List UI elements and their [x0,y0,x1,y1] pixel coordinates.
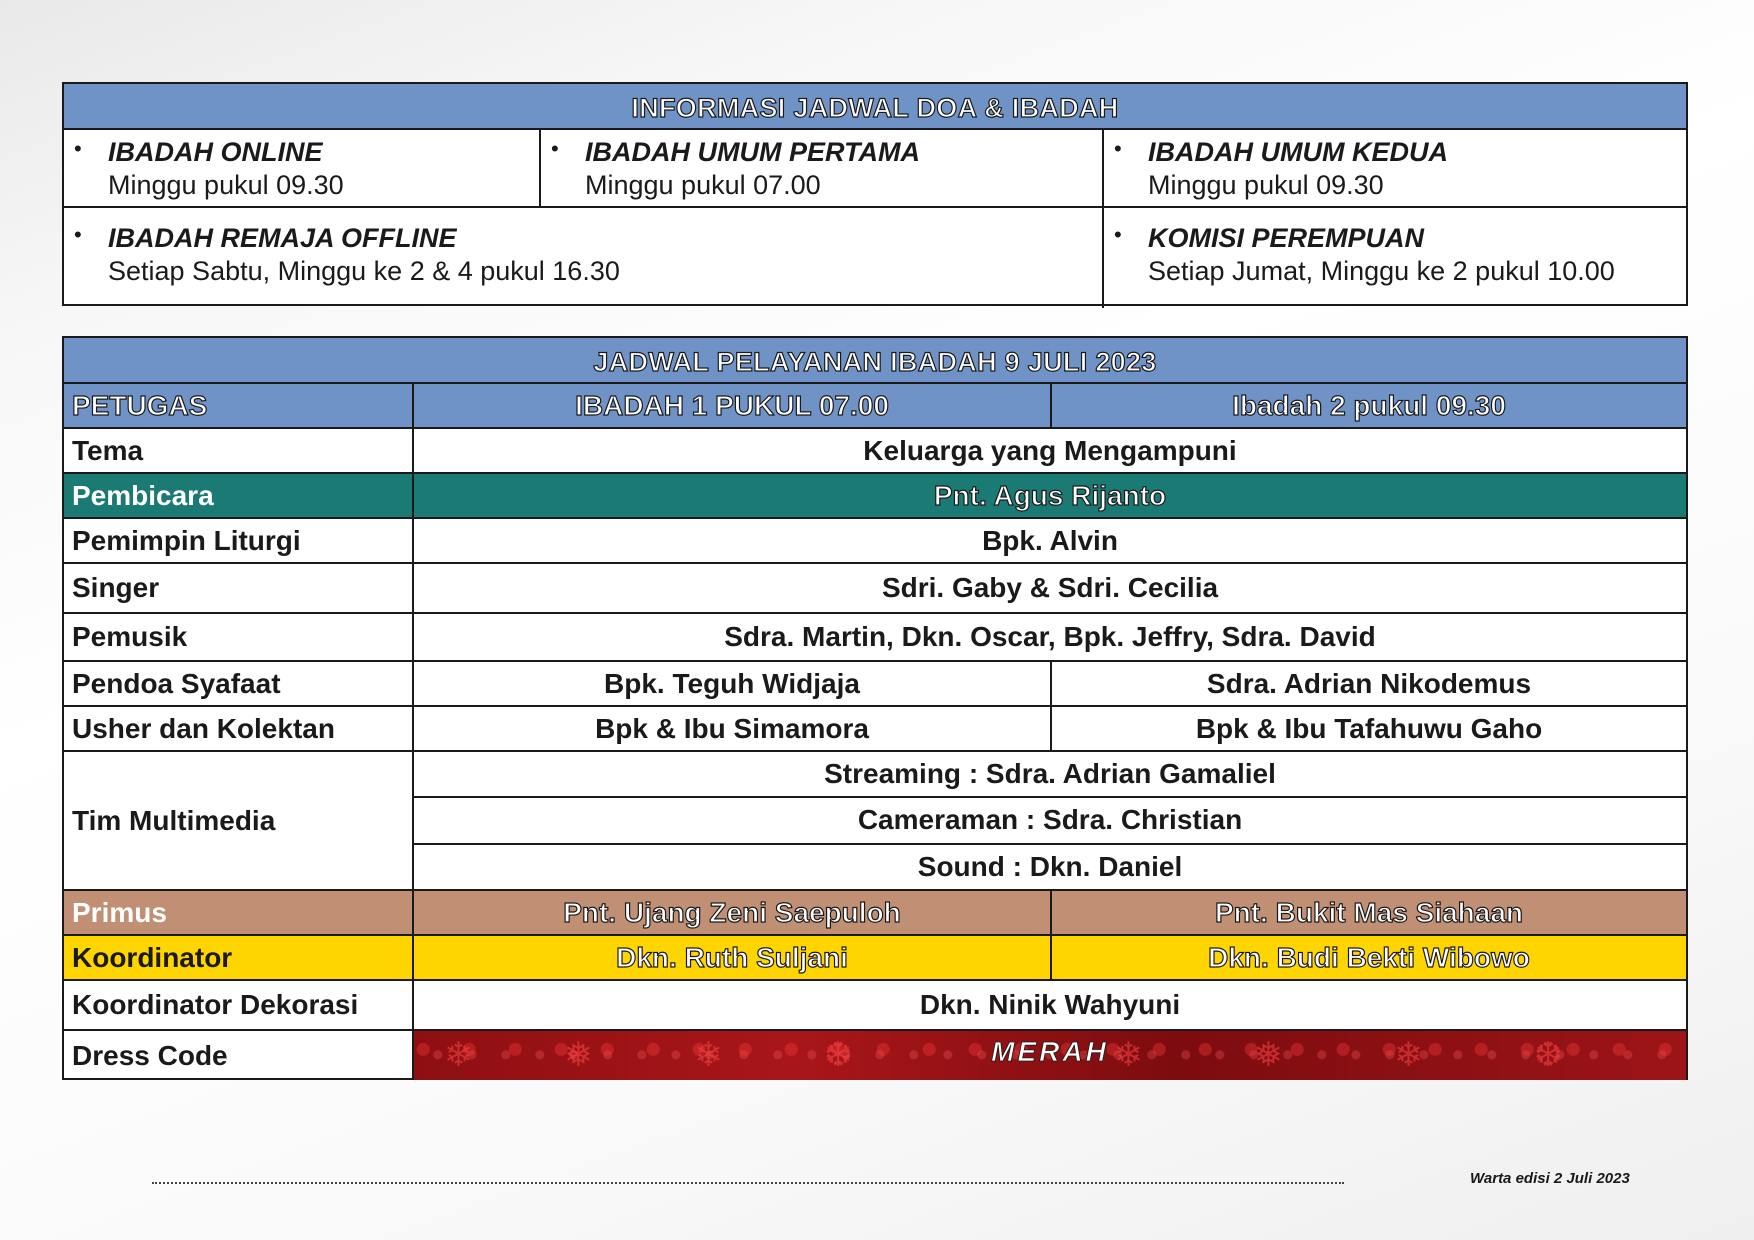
row-label: Koordinator Dekorasi [64,981,414,1029]
row-value-1: Bpk & Ibu Simamora [595,712,869,744]
info-item-time: Setiap Sabtu, Minggu ke 2 & 4 pukul 16.30 [108,256,620,286]
row-label: Tema [64,429,414,472]
bullet-icon: • [1114,136,1122,161]
bullet-icon: • [74,222,82,247]
col-ibadah-2: Ibadah 2 pukul 09.30 [1050,384,1686,427]
row-tim-multimedia [64,752,1686,891]
dress-code-swatch [414,1031,1686,1080]
row-value-2: Bpk & Ibu Tafahuwu Gaho [1050,707,1686,750]
info-item-umum-pertama [539,130,1102,206]
schedule-table [62,336,1688,1080]
row-pembicara [64,474,1686,519]
row-primus [64,891,1686,936]
multimedia-streaming: Streaming : Sdra. Adrian Gamaliel [414,752,1686,798]
row-label: Pemusik [64,614,414,660]
snowflake-icon: ❅ [564,1036,593,1074]
row-value-2: Dkn. Budi Bekti Wibowo [1050,936,1686,979]
info-item-title: IBADAH UMUM PERTAMA [585,137,920,167]
info-item-online [64,130,539,206]
info-item-title: IBADAH ONLINE [108,137,323,167]
row-value: Sdra. Martin, Dkn. Oscar, Bpk. Jeffry, Sdra. David [724,621,1376,652]
bullet-icon: • [551,136,559,161]
row-value-1: Dkn. Ruth Suljani [616,941,848,973]
row-value: Keluarga yang Mengampuni [863,434,1237,466]
row-value-1: Pnt. Ujang Zeni Saepuloh [563,896,901,928]
row-koordinator [64,936,1686,981]
info-item-title: IBADAH REMAJA OFFLINE [108,223,457,253]
row-label: Pendoa Syafaat [64,662,414,705]
info-item-title: IBADAH UMUM KEDUA [1148,137,1448,167]
row-value: Pnt. Agus Rijanto [933,479,1167,511]
multimedia-cameraman: Cameraman : Sdra. Christian [414,798,1686,844]
multimedia-list [414,752,1686,889]
row-label: Usher dan Kolektan [64,707,414,750]
row-pemusik [64,614,1686,662]
row-koordinator-dekorasi [64,981,1686,1031]
snowflake-icon: ❄ [1114,1036,1143,1074]
info-panel [62,82,1688,306]
row-value-2: Pnt. Bukit Mas Siahaan [1050,891,1686,934]
footer-edition: Warta edisi 2 Juli 2023 [1470,1170,1630,1187]
bullet-icon: • [74,136,82,161]
schedule-header: JADWAL PELAYANAN IBADAH 9 JULI 2023 [64,338,1686,384]
info-item-title: KOMISI PEREMPUAN [1148,223,1425,253]
row-label: Primus [64,891,414,934]
row-dress-code [64,1031,1686,1080]
row-singer [64,564,1686,614]
info-header: INFORMASI JADWAL DOA & IBADAH [64,84,1686,130]
info-row-2 [64,208,1686,308]
row-value-1: Bpk. Teguh Widjaja [604,667,860,699]
info-item-time: Minggu pukul 07.00 [585,170,821,200]
info-item-time: Setiap Jumat, Minggu ke 2 pukul 10.00 [1148,256,1615,286]
column-header-row [64,384,1686,429]
info-item-remaja [64,208,1102,308]
row-label: Pemimpin Liturgi [64,519,414,562]
row-label: Tim Multimedia [64,752,414,889]
row-value: Sdri. Gaby & Sdri. Cecilia [881,572,1219,603]
row-label: Dress Code [64,1031,414,1080]
snowflake-icon: ❄ [1394,1036,1423,1074]
col-petugas: PETUGAS [64,384,414,427]
info-item-umum-kedua [1102,130,1686,206]
row-label: Pembicara [64,474,414,517]
row-pemimpin-liturgi [64,519,1686,564]
row-value-2: Sdra. Adrian Nikodemus [1050,662,1686,705]
row-pendoa-syafaat [64,662,1686,707]
footer-divider [152,1182,1344,1184]
snowflake-icon: ❄ [444,1036,473,1074]
row-value: Dkn. Ninik Wahyuni [919,989,1181,1020]
row-label: Singer [64,564,414,612]
dress-code-value: MERAH [991,1035,1109,1067]
row-value: Bpk. Alvin [982,524,1118,556]
row-usher [64,707,1686,752]
snowflake-icon: ❄ [694,1036,723,1074]
multimedia-sound: Sound : Dkn. Daniel [917,850,1183,882]
row-tema [64,429,1686,474]
snowflake-icon: ❆ [824,1036,853,1074]
col-ibadah-1: IBADAH 1 PUKUL 07.00 [575,389,889,421]
bullet-icon: • [1114,222,1122,247]
snowflake-icon: ❆ [1534,1036,1563,1074]
snowflake-icon: ❅ [1254,1036,1283,1074]
info-item-komisi-perempuan [1102,208,1686,308]
row-label: Koordinator [64,936,414,979]
info-item-time: Minggu pukul 09.30 [108,170,344,200]
info-item-time: Minggu pukul 09.30 [1148,170,1384,200]
info-row-1 [64,130,1686,208]
